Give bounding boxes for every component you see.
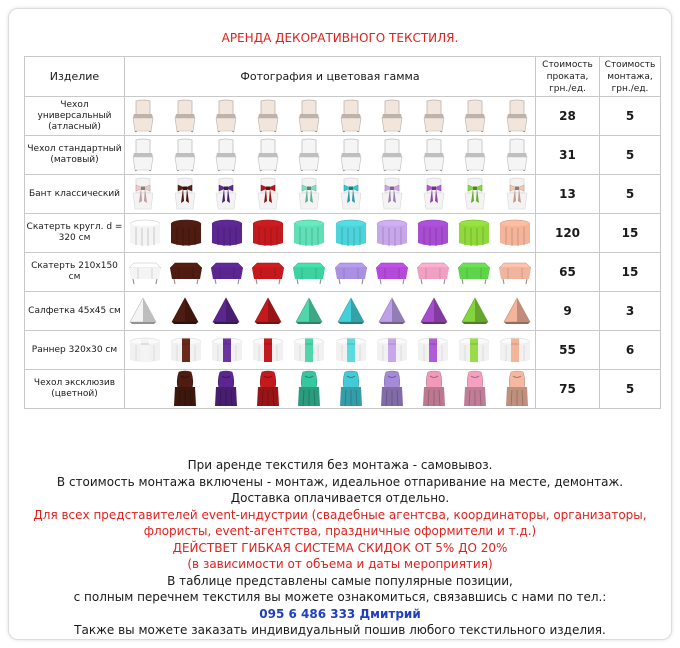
color-swatches bbox=[125, 292, 536, 331]
chair-swatch bbox=[460, 99, 490, 133]
bow-swatch bbox=[128, 177, 158, 211]
table-row bbox=[25, 136, 661, 175]
table-row bbox=[25, 97, 661, 136]
note-delivery: Доставка оплачивается отдельно. bbox=[230, 491, 450, 505]
napkin-swatch bbox=[377, 296, 407, 326]
color-swatches bbox=[125, 370, 536, 409]
runner-swatch bbox=[416, 336, 450, 364]
note-discount-terms: (в зависимости от объема и даты мероприятия) bbox=[187, 557, 493, 571]
rect-swatch bbox=[169, 259, 203, 285]
exclusive-swatch bbox=[170, 370, 200, 408]
note-custom: Также вы можете заказать индивидуальный пошив любого текстильного изделия. bbox=[74, 623, 606, 637]
mount-price: 15 bbox=[600, 214, 661, 253]
chair-swatch bbox=[294, 99, 324, 133]
mount-price: 3 bbox=[600, 292, 661, 331]
chair-swatch bbox=[253, 99, 283, 133]
bow-swatch bbox=[294, 177, 324, 211]
runner-swatch bbox=[210, 336, 244, 364]
round-swatch bbox=[498, 218, 532, 248]
runner-swatch bbox=[292, 336, 326, 364]
rent-price: 13 bbox=[536, 175, 600, 214]
rent-price: 55 bbox=[536, 331, 600, 370]
rect-swatch bbox=[416, 259, 450, 285]
rect-swatch bbox=[292, 259, 326, 285]
napkin-swatch bbox=[460, 296, 490, 326]
mount-price: 5 bbox=[600, 175, 661, 214]
color-swatches bbox=[125, 136, 536, 175]
item-name: Чехол универсальный (атласный) bbox=[25, 97, 125, 136]
napkin-swatch bbox=[294, 296, 324, 326]
chair-swatch bbox=[419, 138, 449, 172]
item-name: Скатерть 210х150 см bbox=[25, 253, 125, 292]
rent-price: 31 bbox=[536, 136, 600, 175]
item-name: Салфетка 45х45 см bbox=[25, 292, 125, 331]
table-row bbox=[25, 331, 661, 370]
bow-swatch bbox=[377, 177, 407, 211]
exclusive-swatch bbox=[377, 370, 407, 408]
header-item: Изделие bbox=[25, 57, 125, 97]
runner-swatch bbox=[498, 336, 532, 364]
color-swatches bbox=[125, 331, 536, 370]
round-swatch bbox=[169, 218, 203, 248]
header-photo: Фотография и цветовая гамма bbox=[125, 57, 536, 97]
color-swatches bbox=[125, 214, 536, 253]
exclusive-swatch bbox=[211, 370, 241, 408]
napkin-swatch bbox=[253, 296, 283, 326]
chair-swatch bbox=[460, 138, 490, 172]
runner-swatch bbox=[334, 336, 368, 364]
exclusive-swatch bbox=[294, 370, 324, 408]
item-name: Чехол эксклюзив (цветной) bbox=[25, 370, 125, 409]
chair-swatch bbox=[502, 138, 532, 172]
table-row bbox=[25, 175, 661, 214]
chair-swatch bbox=[253, 138, 283, 172]
mount-price: 15 bbox=[600, 253, 661, 292]
chair-swatch bbox=[128, 138, 158, 172]
exclusive-swatch bbox=[128, 370, 158, 408]
table-row bbox=[25, 214, 661, 253]
note-event-list: флористы, event-агентства, праздничные оформители и т.д.) bbox=[143, 524, 537, 538]
chair-swatch bbox=[170, 138, 200, 172]
table-row bbox=[25, 253, 661, 292]
contact-phone[interactable]: 095 6 486 333 Дмитрий bbox=[259, 606, 421, 621]
chair-swatch bbox=[336, 138, 366, 172]
rect-swatch bbox=[498, 259, 532, 285]
napkin-swatch bbox=[502, 296, 532, 326]
bow-swatch bbox=[502, 177, 532, 211]
mount-price: 5 bbox=[600, 136, 661, 175]
textile-table bbox=[24, 56, 661, 409]
round-swatch bbox=[251, 218, 285, 248]
runner-swatch bbox=[457, 336, 491, 364]
exclusive-swatch bbox=[336, 370, 366, 408]
napkin-swatch bbox=[336, 296, 366, 326]
header-mount-price: Стоимость монтажа, грн./ед. bbox=[600, 57, 661, 97]
chair-swatch bbox=[377, 138, 407, 172]
rent-price: 65 bbox=[536, 253, 600, 292]
rect-swatch bbox=[457, 259, 491, 285]
exclusive-swatch bbox=[502, 370, 532, 408]
table-header-row bbox=[25, 57, 661, 97]
item-name: Чехол стандартный (матовый) bbox=[25, 136, 125, 175]
table-row bbox=[25, 370, 661, 409]
round-swatch bbox=[375, 218, 409, 248]
chair-swatch bbox=[211, 138, 241, 172]
bow-swatch bbox=[170, 177, 200, 211]
mount-price: 5 bbox=[600, 370, 661, 409]
round-swatch bbox=[334, 218, 368, 248]
rent-price: 28 bbox=[536, 97, 600, 136]
header-rent-price: Стоимость проката, грн./ед. bbox=[536, 57, 600, 97]
rect-swatch bbox=[210, 259, 244, 285]
note-event-industry: Для всех представителей event-индустрии (свадебные агентсва, координаторы, организаторы, bbox=[33, 507, 647, 522]
round-swatch bbox=[128, 218, 162, 248]
rent-price: 75 bbox=[536, 370, 600, 409]
runner-swatch bbox=[128, 336, 162, 364]
napkin-swatch bbox=[170, 296, 200, 326]
item-name: Скатерть кругл. d = 320 см bbox=[25, 214, 125, 253]
page-title: АРЕНДА ДЕКОРАТИВНОГО ТЕКСТИЛЯ. bbox=[221, 31, 459, 45]
item-name: Бант классический bbox=[25, 175, 125, 214]
runner-swatch bbox=[251, 336, 285, 364]
mount-price: 6 bbox=[600, 331, 661, 370]
chair-swatch bbox=[377, 99, 407, 133]
bow-swatch bbox=[211, 177, 241, 211]
chair-swatch bbox=[211, 99, 241, 133]
color-swatches bbox=[125, 97, 536, 136]
chair-swatch bbox=[502, 99, 532, 133]
chair-swatch bbox=[170, 99, 200, 133]
napkin-swatch bbox=[419, 296, 449, 326]
table-row bbox=[25, 292, 661, 331]
runner-swatch bbox=[375, 336, 409, 364]
exclusive-swatch bbox=[419, 370, 449, 408]
footer-notes bbox=[0, 457, 680, 639]
napkin-swatch bbox=[211, 296, 241, 326]
exclusive-swatch bbox=[253, 370, 283, 408]
bow-swatch bbox=[253, 177, 283, 211]
chair-swatch bbox=[336, 99, 366, 133]
bow-swatch bbox=[460, 177, 490, 211]
chair-swatch bbox=[128, 99, 158, 133]
note-popular: В таблице представлены самые популярные позиции, bbox=[167, 573, 513, 588]
mount-price: 5 bbox=[600, 97, 661, 136]
round-swatch bbox=[416, 218, 450, 248]
exclusive-swatch bbox=[460, 370, 490, 408]
rent-price: 9 bbox=[536, 292, 600, 331]
rect-swatch bbox=[128, 259, 162, 285]
round-swatch bbox=[292, 218, 326, 248]
napkin-swatch bbox=[128, 296, 158, 326]
runner-swatch bbox=[169, 336, 203, 364]
note-contact: с полным перечнем текстиля вы можете ознакомиться, связавшись с нами по тел.: bbox=[73, 590, 607, 604]
color-swatches bbox=[125, 175, 536, 214]
bow-swatch bbox=[336, 177, 366, 211]
note-pickup: При аренде текстиля без монтажа - самовывоз. bbox=[187, 458, 493, 472]
round-swatch bbox=[457, 218, 491, 248]
note-mounting: В стоимость монтажа включены - монтаж, идеальное отпаривание на месте, демонтаж. bbox=[56, 474, 624, 489]
rect-swatch bbox=[334, 259, 368, 285]
item-name: Раннер 320х30 см bbox=[25, 331, 125, 370]
chair-swatch bbox=[294, 138, 324, 172]
round-swatch bbox=[210, 218, 244, 248]
rect-swatch bbox=[251, 259, 285, 285]
bow-swatch bbox=[419, 177, 449, 211]
rent-price: 120 bbox=[536, 214, 600, 253]
chair-swatch bbox=[419, 99, 449, 133]
color-swatches bbox=[125, 253, 536, 292]
note-discount: ДЕЙСТВЕТ ГИБКАЯ СИСТЕМА СКИДОК ОТ 5% ДО 20% bbox=[172, 540, 508, 555]
rect-swatch bbox=[375, 259, 409, 285]
